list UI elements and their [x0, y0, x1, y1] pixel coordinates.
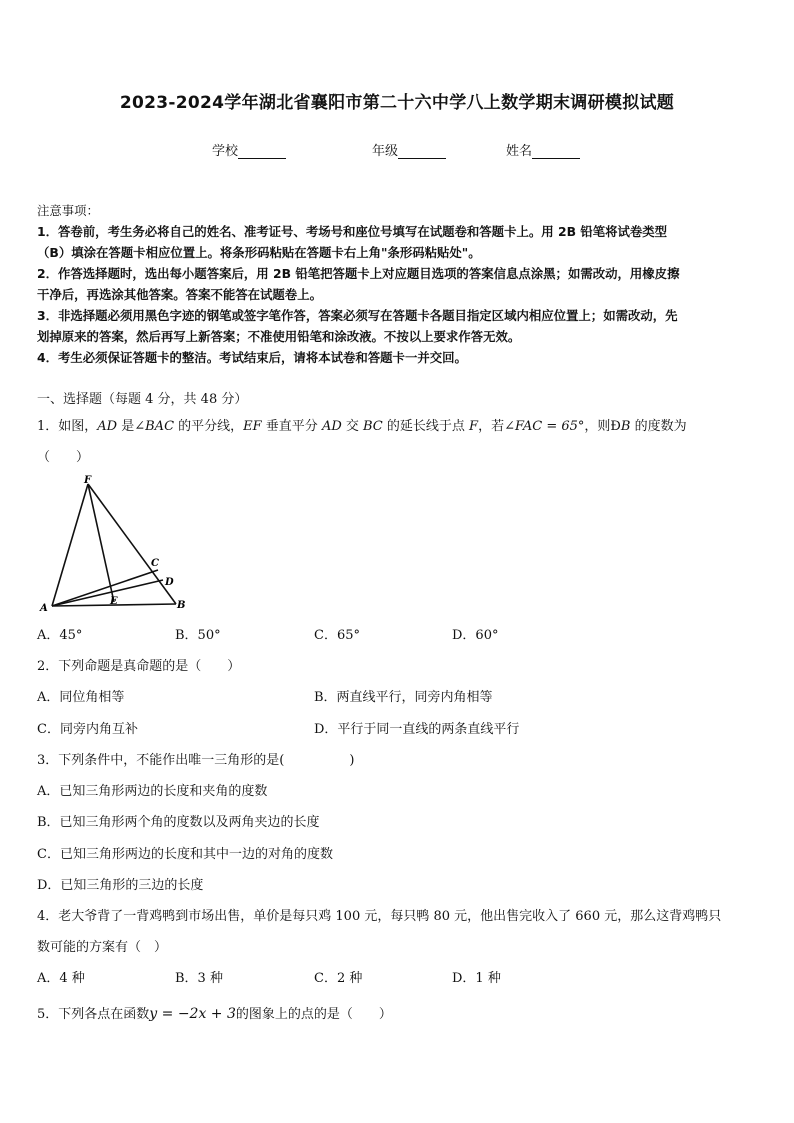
question-1 [37, 415, 687, 434]
q1-text: 交 [341, 419, 364, 434]
q2-option-c[interactable]: C．同旁内角互补 [37, 722, 138, 737]
q5-text: 的图象上的点的是（ ） [235, 1007, 392, 1022]
grade-label: 年级 [372, 144, 399, 159]
q4-option-b[interactable]: B．3 种 [175, 971, 223, 986]
q1-paren: （ ） [37, 450, 90, 465]
question-3: 3．下列条件中，不能作出唯一三角形的是( ) [37, 753, 355, 768]
q1-text: 垂直平分 [261, 419, 322, 434]
geometry-figure [36, 474, 196, 616]
note-line: 4．考生必须保证答题卡的整洁。考试结束后，请将本试卷和答题卡一并交回。 [37, 350, 467, 365]
q1-text: 的度数为 [630, 419, 687, 434]
q1-math: BC [363, 419, 383, 434]
school-field [212, 140, 286, 159]
q1-option-c[interactable]: C．65° [314, 628, 360, 643]
question-2: 2．下列命题是真命题的是（ ） [37, 659, 241, 674]
notes-heading: 注意事项： [37, 203, 99, 218]
label-d: D [165, 577, 174, 588]
q1-math: ∠BAC [134, 419, 175, 434]
q1-option-d[interactable]: D．60° [452, 628, 499, 643]
q1-option-b[interactable]: B．50° [175, 628, 221, 643]
notes-block [37, 200, 679, 368]
q1-math: EF [243, 419, 262, 434]
section-heading: 一、选择题（每题 4 分，共 48 分） [37, 392, 248, 407]
q3-option-c[interactable]: C．已知三角形两边的长度和其中一边的对角的度数 [37, 847, 333, 862]
label-a: A [40, 603, 48, 614]
q1-text: ，则Ð [584, 419, 621, 434]
question-5 [37, 1003, 392, 1022]
grade-blank [398, 144, 446, 159]
q1-math: AD [321, 419, 342, 434]
label-c: C [151, 558, 159, 569]
q2-option-a[interactable]: A．同位角相等 [37, 690, 125, 705]
q5-text: 5．下列各点在函数 [37, 1007, 150, 1022]
line-ad [52, 580, 163, 606]
note-line: 划掉原来的答案，然后再写上新答案；不准使用铅笔和涂改液。不按以上要求作答无效。 [37, 329, 521, 344]
q5-function: y = −2x + 3 [149, 1006, 236, 1022]
note-line: 1．答卷前，考生务必将自己的姓名、准考证号、考场号和座位号填写在试题卷和答题卡上。用 2B 铅笔将试卷类型 [37, 224, 668, 239]
q1-text: 的平分线， [174, 419, 244, 434]
q1-text: 的延长线于点 [382, 419, 470, 434]
note-line: 2．作答选择题时，选出每小题答案后，用 2B 铅笔把答题卡上对应题目选项的答案信息点涂黑；如需改动，用橡皮擦 [37, 266, 680, 281]
name-label: 姓名 [506, 144, 533, 159]
q4-option-c[interactable]: C．2 种 [314, 971, 363, 986]
q1-math: F [469, 419, 479, 434]
triangle-lines [52, 484, 176, 606]
grade-field [372, 140, 446, 159]
name-blank [532, 144, 580, 159]
line-ac [52, 570, 158, 606]
note-line: 干净后，再选涂其他答案。答案不能答在试题卷上。 [37, 287, 322, 302]
q1-math: AD [97, 419, 118, 434]
q1-text: 是 [117, 419, 135, 434]
q1-text: 1．如图， [37, 419, 98, 434]
q3-option-b[interactable]: B．已知三角形两个角的度数以及两角夹边的长度 [37, 815, 320, 830]
school-label: 学校 [212, 144, 239, 159]
name-field [506, 140, 580, 159]
note-line: （B）填涂在答题卡相应位置上。将条形码粘贴在答题卡右上角"条形码粘贴处"。 [37, 245, 481, 260]
q1-math: ∠FAC = 65° [504, 419, 585, 434]
q2-option-d[interactable]: D．平行于同一直线的两条直线平行 [314, 722, 520, 737]
label-f: F [84, 475, 92, 486]
q4-option-d[interactable]: D．1 种 [452, 971, 501, 986]
q1-text: ，若 [478, 419, 505, 434]
q3-option-a[interactable]: A．已知三角形两边的长度和夹角的度数 [37, 784, 268, 799]
question-4-line1: 4．老大爷背了一背鸡鸭到市场出售，单价是每只鸡 100 元，每只鸭 80 元，他出售完收入了 660 元，那么这背鸡鸭只 [37, 909, 722, 924]
q1-option-a[interactable]: A．45° [37, 628, 83, 643]
note-line: 3．非选择题必须用黑色字迹的钢笔或签字笔作答，答案必须写在答题卡各题目指定区域内相应位置上；如需改动，先 [37, 308, 678, 323]
q1-math: B [620, 419, 631, 434]
q3-option-d[interactable]: D．已知三角形的三边的长度 [37, 878, 204, 893]
school-blank [238, 144, 286, 159]
question-4-line2: 数可能的方案有（ ） [37, 940, 168, 955]
q2-option-b[interactable]: B．两直线平行，同旁内角相等 [314, 690, 493, 705]
line-fa [52, 484, 88, 606]
page-title: 2023-2024学年湖北省襄阳市第二十六中学八上数学期末调研模拟试题 [119, 93, 675, 113]
q4-option-a[interactable]: A．4 种 [37, 971, 85, 986]
label-e: E [110, 596, 118, 607]
label-b: B [177, 600, 186, 611]
